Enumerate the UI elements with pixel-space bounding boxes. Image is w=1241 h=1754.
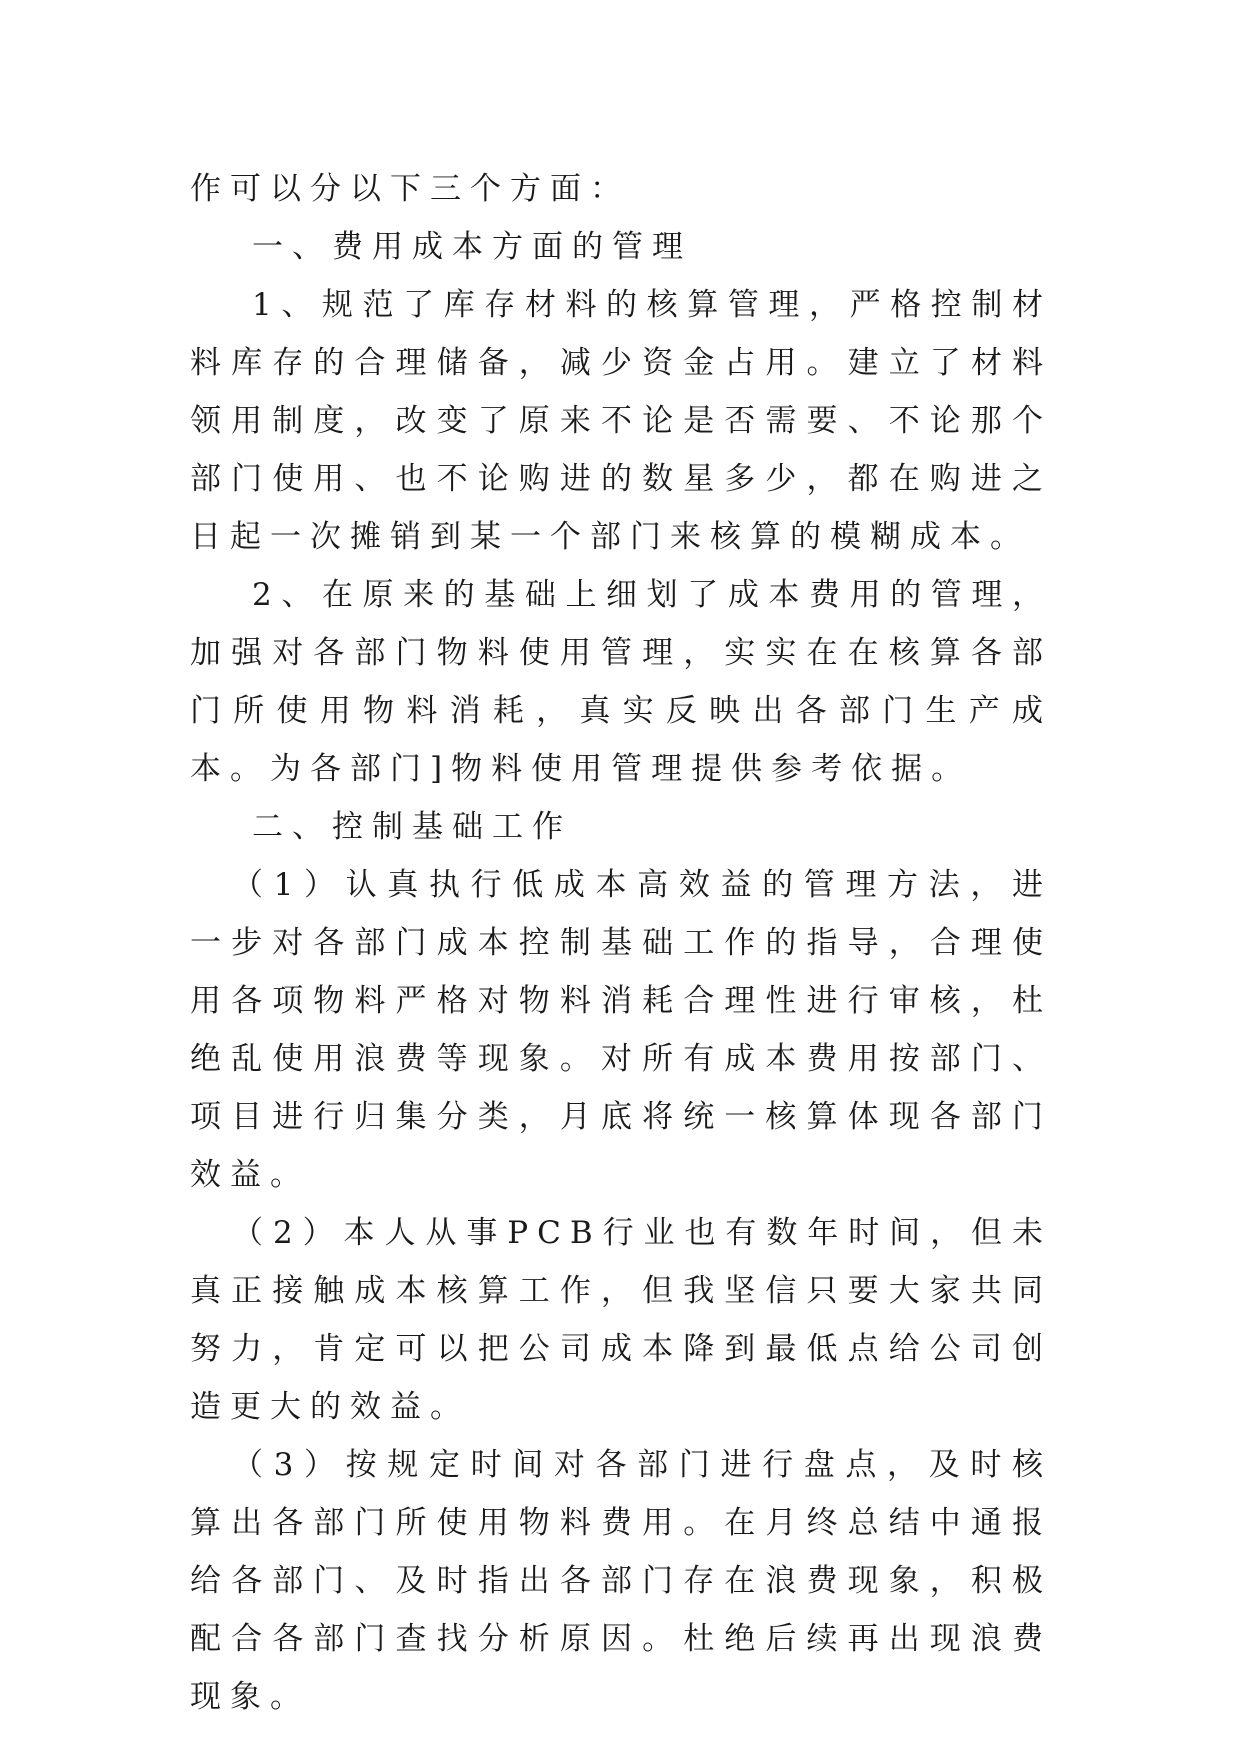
paragraph-subitem-2: （2）本人从事PCB行业也有数年时间，但未真正接触成本核算工作，但我坚信只要大家共同努力，肯定可以把公司成本降到最低点给公司创造更大的效益。 [190, 1215, 1052, 1425]
paragraph-item-1: 1、规范了库存材料的核算管理，严格控制材料库存的合理储备，减少资金占用。建立了材料领用制度，改变了原来不论是否需要、不论那个部门使用、也不论购进的数星多少，都在购进之日起一次摊销到某一个部门来核算的模糊成本。 [190, 287, 1052, 555]
document-body [190, 160, 1052, 1726]
paragraph-item-2: 2、在原来的基础上细划了成本费用的管理，加强对各部门物料使用管理，实实在在核算各部门所使用物料消耗，真实反映出各部门生产成本。为各部门]物料使用管理提供参考依据。 [190, 577, 1052, 787]
section-heading-cost-management: 一、费用成本方面的管理 [252, 229, 692, 265]
paragraph-continuation: 作可以分以下三个方面： [190, 171, 630, 207]
paragraph-subitem-3: （3）按规定时间对各部门进行盘点，及时核算出各部门所使用物料费用。在月终总结中通报给各部门、及时指出各部门存在浪费现象，积极配合各部门查找分析原因。杜绝后续再出现浪费现象。 [190, 1447, 1052, 1715]
paragraph-subitem-1: （1）认真执行低成本高效益的管理方法，进一步对各部门成本控制基础工作的指导，合理使用各项物料严格对物料消耗合理性进行审核，杜绝乱使用浪费等现象。对所有成本费用按部门、项目进行归集分类，月底将统一核算体现各部门效益。 [190, 867, 1052, 1193]
section-heading-basic-control: 二、控制基础工作 [252, 809, 572, 845]
